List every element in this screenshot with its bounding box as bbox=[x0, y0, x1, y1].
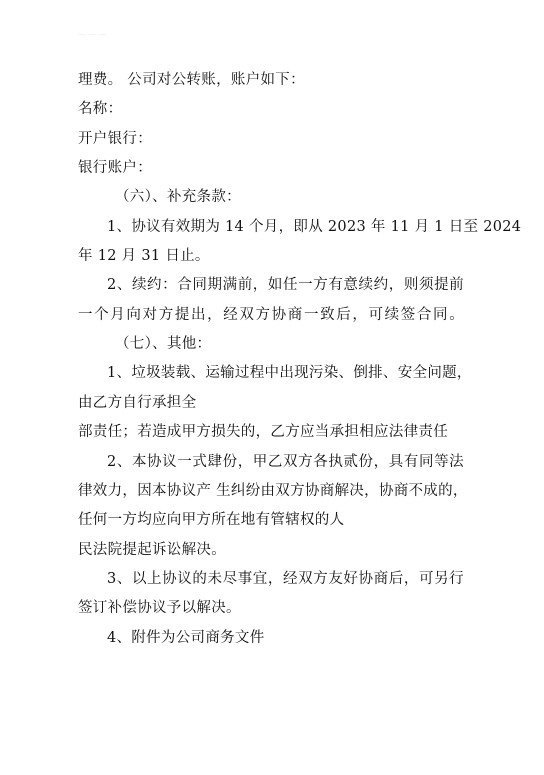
section-heading-seven: （七）、其他： bbox=[115, 336, 212, 352]
clause-7-1-line-1: 1、垃圾装载、运输过程中出现污染、倒排、安全问题， bbox=[107, 365, 472, 381]
clause-6-2-line-2: 一个月向对方提出，经双方协商一致后，可续签合同。 bbox=[78, 307, 464, 323]
clause-7-3-line-2: 签订补偿协议予以解决。 bbox=[78, 600, 241, 616]
clause-6-1-line-2: 年 12 月 31 日止。 bbox=[78, 248, 210, 264]
clause-7-2-line-1: 2、本协议一式肆份，甲乙双方各执贰份，具有同等法 bbox=[107, 454, 464, 470]
clause-6-1-line-1: 1、协议有效期为 14 个月，即从 2023 年 11 月 1 日至 2024 bbox=[107, 219, 522, 235]
header-mark: — — — bbox=[78, 30, 108, 39]
section-heading-six: （六）、补充条款： bbox=[115, 189, 241, 205]
text-line-account-name: 名称： bbox=[78, 101, 123, 117]
clause-7-2-line-3: 任何一方均应向甲方所在地有管辖权的人 bbox=[78, 512, 345, 528]
clause-7-3-line-1: 3、以上协议的未尽事宜，经双方友好协商后，可另行 bbox=[107, 571, 464, 587]
clause-7-2-line-4: 民法院提起诉讼解决。 bbox=[78, 542, 226, 558]
clause-6-2-line-1: 2、续约：合同期满前，如任一方有意续约，则须提前 bbox=[107, 277, 464, 293]
text-line-account-number: 银行账户： bbox=[78, 160, 152, 176]
clause-7-1-line-2: 由乙方自行承担全 bbox=[78, 395, 197, 411]
clause-7-2-line-2: 律效力，因本协议产 生纠纷由双方协商解决，协商不成的， bbox=[78, 483, 468, 499]
clause-7-1-line-3: 部责任；若造成甲方损失的，乙方应当承担相应法律责任 bbox=[78, 424, 448, 440]
clause-7-4: 4、附件为公司商务文件 bbox=[107, 630, 265, 646]
text-line-payment-intro: 理费。 公司对公转账，账户如下： bbox=[78, 72, 305, 88]
text-line-bank: 开户银行： bbox=[78, 131, 152, 147]
